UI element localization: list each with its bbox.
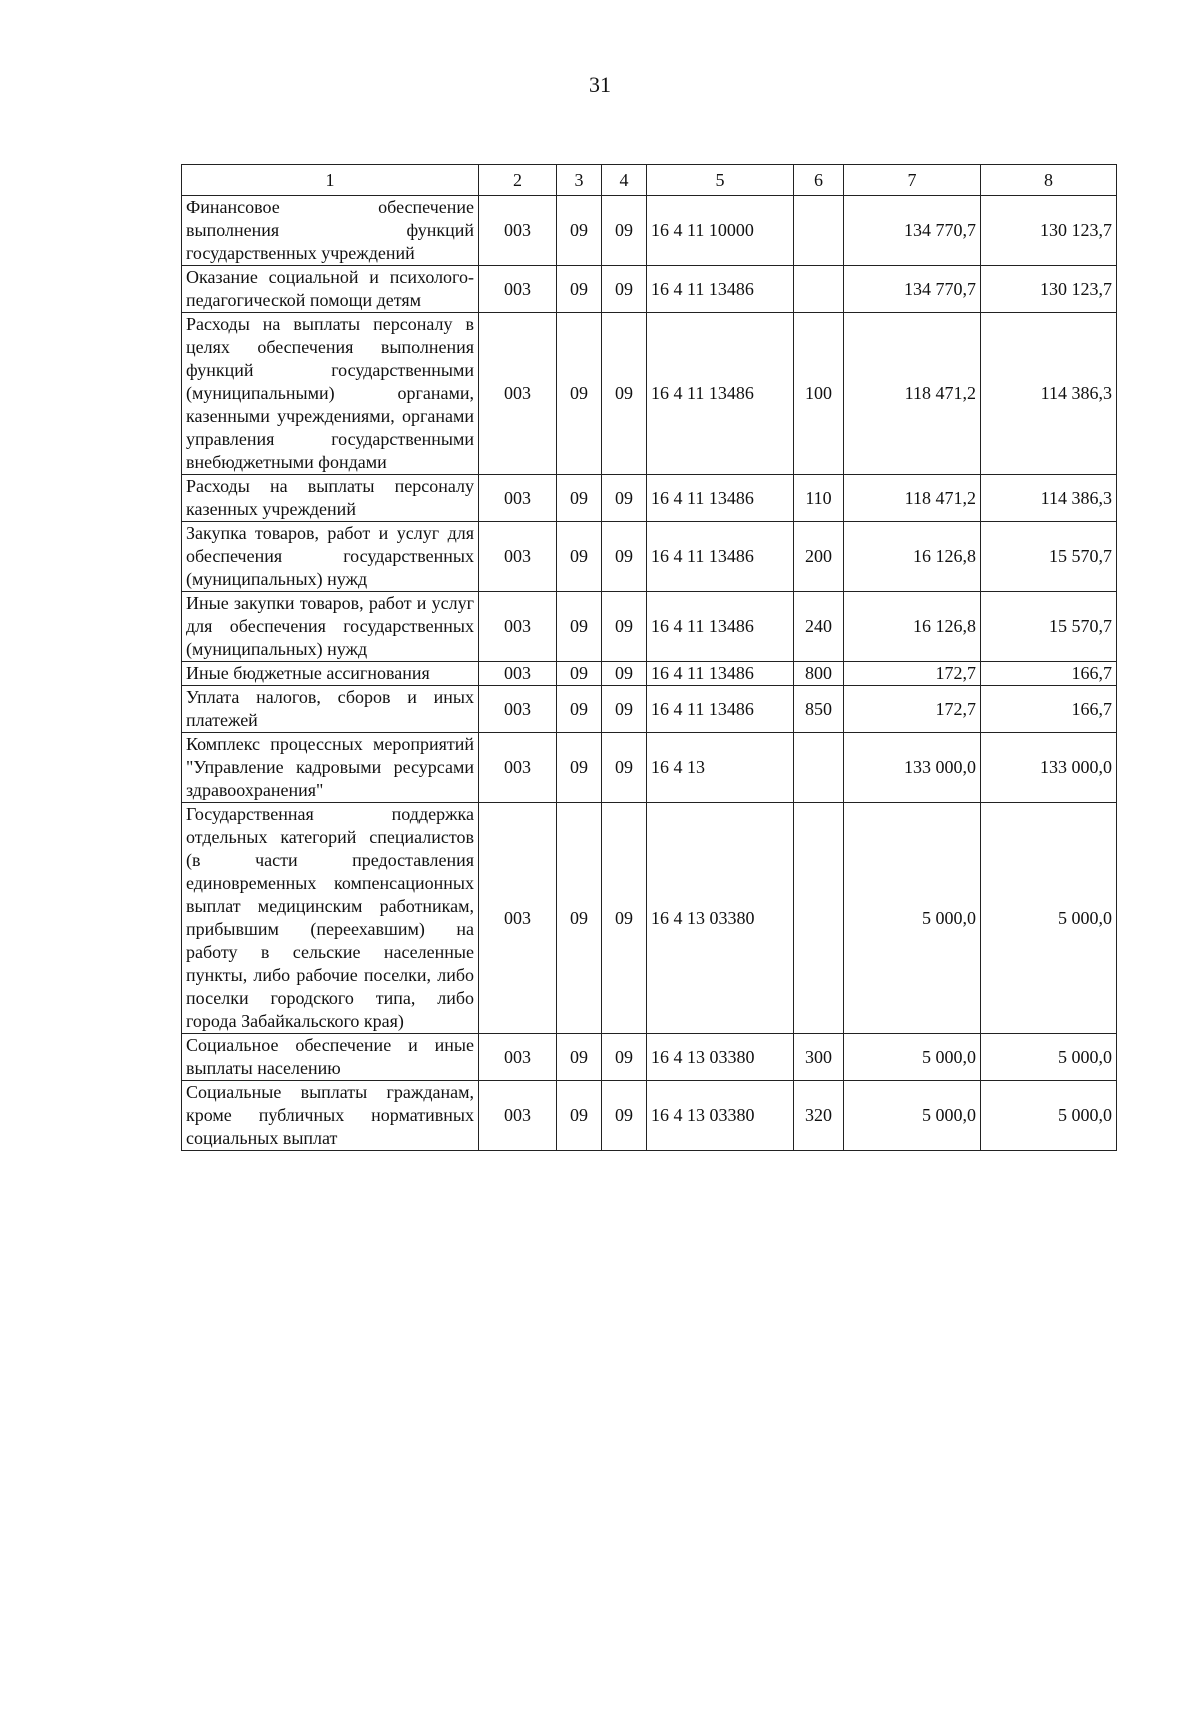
cell-subsection: 09 (602, 1034, 647, 1081)
cell-amount-1: 118 471,2 (844, 475, 981, 522)
cell-section: 09 (557, 196, 602, 266)
cell-amount-1: 134 770,7 (844, 196, 981, 266)
cell-amount-1: 172,7 (844, 686, 981, 733)
cell-amount-2: 5 000,0 (981, 1081, 1117, 1151)
cell-expense-type (794, 733, 844, 803)
row-name: Расходы на выплаты персоналу казенных учреждений (182, 475, 479, 522)
cell-code: 003 (479, 266, 557, 313)
table-row (182, 313, 1117, 475)
header-row (182, 165, 1117, 196)
row-name: Иные закупки товаров, работ и услуг для обеспечения государственных (муниципальных) нужд (182, 592, 479, 662)
cell-target: 16 4 13 03380 (647, 1034, 794, 1081)
row-name: Финансовое обеспечение выполнения функций государственных учреждений (182, 196, 479, 266)
cell-expense-type (794, 266, 844, 313)
row-name: Социальное обеспечение и иные выплаты населению (182, 1034, 479, 1081)
column-header: 2 (479, 165, 557, 196)
cell-expense-type: 850 (794, 686, 844, 733)
cell-expense-type (794, 196, 844, 266)
cell-amount-1: 118 471,2 (844, 313, 981, 475)
row-name: Комплекс процессных мероприятий "Управление кадровыми ресурсами здравоохранения" (182, 733, 479, 803)
cell-section: 09 (557, 592, 602, 662)
cell-amount-2: 130 123,7 (981, 266, 1117, 313)
cell-target: 16 4 11 13486 (647, 662, 794, 686)
table-row (182, 662, 1117, 686)
cell-subsection: 09 (602, 592, 647, 662)
cell-expense-type: 240 (794, 592, 844, 662)
cell-section: 09 (557, 733, 602, 803)
cell-amount-2: 15 570,7 (981, 522, 1117, 592)
cell-code: 003 (479, 733, 557, 803)
cell-code: 003 (479, 475, 557, 522)
cell-subsection: 09 (602, 686, 647, 733)
cell-subsection: 09 (602, 662, 647, 686)
cell-code: 003 (479, 803, 557, 1034)
cell-code: 003 (479, 522, 557, 592)
cell-code: 003 (479, 1081, 557, 1151)
row-name: Закупка товаров, работ и услуг для обеспечения государственных (муниципальных) нужд (182, 522, 479, 592)
table-row (182, 803, 1117, 1034)
column-header: 6 (794, 165, 844, 196)
cell-target: 16 4 11 13486 (647, 266, 794, 313)
cell-target: 16 4 13 (647, 733, 794, 803)
table-row (182, 522, 1117, 592)
cell-target: 16 4 11 13486 (647, 313, 794, 475)
cell-amount-1: 5 000,0 (844, 1034, 981, 1081)
cell-target: 16 4 13 03380 (647, 803, 794, 1034)
cell-expense-type: 800 (794, 662, 844, 686)
cell-section: 09 (557, 686, 602, 733)
cell-amount-1: 16 126,8 (844, 592, 981, 662)
cell-amount-2: 114 386,3 (981, 475, 1117, 522)
cell-code: 003 (479, 313, 557, 475)
cell-target: 16 4 11 13486 (647, 592, 794, 662)
page-number: 31 (589, 72, 611, 97)
cell-subsection: 09 (602, 313, 647, 475)
cell-code: 003 (479, 1034, 557, 1081)
cell-subsection: 09 (602, 733, 647, 803)
table-row (182, 1034, 1117, 1081)
cell-section: 09 (557, 313, 602, 475)
cell-amount-2: 166,7 (981, 662, 1117, 686)
cell-subsection: 09 (602, 266, 647, 313)
cell-amount-2: 5 000,0 (981, 803, 1117, 1034)
cell-subsection: 09 (602, 475, 647, 522)
cell-target: 16 4 11 13486 (647, 522, 794, 592)
cell-subsection: 09 (602, 522, 647, 592)
cell-amount-2: 133 000,0 (981, 733, 1117, 803)
cell-amount-1: 134 770,7 (844, 266, 981, 313)
table-row (182, 266, 1117, 313)
table-row (182, 475, 1117, 522)
row-name: Расходы на выплаты персоналу в целях обеспечения выполнения функций государственными (муниципальными) органами, казенными учреждениями, органами управления государственными внебюджетными фондами (182, 313, 479, 475)
cell-subsection: 09 (602, 196, 647, 266)
column-header: 7 (844, 165, 981, 196)
cell-target: 16 4 11 10000 (647, 196, 794, 266)
cell-target: 16 4 13 03380 (647, 1081, 794, 1151)
cell-amount-1: 16 126,8 (844, 522, 981, 592)
cell-amount-1: 5 000,0 (844, 1081, 981, 1151)
cell-amount-2: 166,7 (981, 686, 1117, 733)
cell-section: 09 (557, 475, 602, 522)
cell-amount-1: 172,7 (844, 662, 981, 686)
cell-amount-2: 15 570,7 (981, 592, 1117, 662)
cell-section: 09 (557, 266, 602, 313)
cell-expense-type: 200 (794, 522, 844, 592)
row-name: Уплата налогов, сборов и иных платежей (182, 686, 479, 733)
cell-amount-2: 130 123,7 (981, 196, 1117, 266)
row-name: Социальные выплаты гражданам, кроме публичных нормативных социальных выплат (182, 1081, 479, 1151)
cell-subsection: 09 (602, 1081, 647, 1151)
cell-section: 09 (557, 1034, 602, 1081)
budget-table (181, 164, 1117, 1151)
cell-amount-2: 5 000,0 (981, 1034, 1117, 1081)
column-header: 5 (647, 165, 794, 196)
cell-target: 16 4 11 13486 (647, 475, 794, 522)
column-header: 4 (602, 165, 647, 196)
cell-expense-type: 100 (794, 313, 844, 475)
cell-amount-1: 5 000,0 (844, 803, 981, 1034)
cell-section: 09 (557, 1081, 602, 1151)
table-row (182, 592, 1117, 662)
cell-section: 09 (557, 522, 602, 592)
row-name: Государственная поддержка отдельных категорий специалистов (в части предоставления единовременных компенсационных выплат медицинским работникам, прибывшим (переехавшим) на работу в сельские населенные пункты, либо рабочие поселки, либо поселки городского типа, либо города Забайкальского края) (182, 803, 479, 1034)
cell-section: 09 (557, 803, 602, 1034)
table-row (182, 686, 1117, 733)
cell-code: 003 (479, 592, 557, 662)
table-row (182, 196, 1117, 266)
table-row (182, 733, 1117, 803)
table-row (182, 1081, 1117, 1151)
cell-amount-2: 114 386,3 (981, 313, 1117, 475)
cell-expense-type: 300 (794, 1034, 844, 1081)
cell-code: 003 (479, 686, 557, 733)
cell-expense-type: 110 (794, 475, 844, 522)
cell-section: 09 (557, 662, 602, 686)
cell-expense-type (794, 803, 844, 1034)
cell-code: 003 (479, 196, 557, 266)
column-header: 3 (557, 165, 602, 196)
cell-amount-1: 133 000,0 (844, 733, 981, 803)
row-name: Иные бюджетные ассигнования (182, 662, 479, 686)
cell-target: 16 4 11 13486 (647, 686, 794, 733)
column-header: 1 (182, 165, 479, 196)
cell-expense-type: 320 (794, 1081, 844, 1151)
column-header: 8 (981, 165, 1117, 196)
row-name: Оказание социальной и психолого-педагогической помощи детям (182, 266, 479, 313)
cell-code: 003 (479, 662, 557, 686)
cell-subsection: 09 (602, 803, 647, 1034)
